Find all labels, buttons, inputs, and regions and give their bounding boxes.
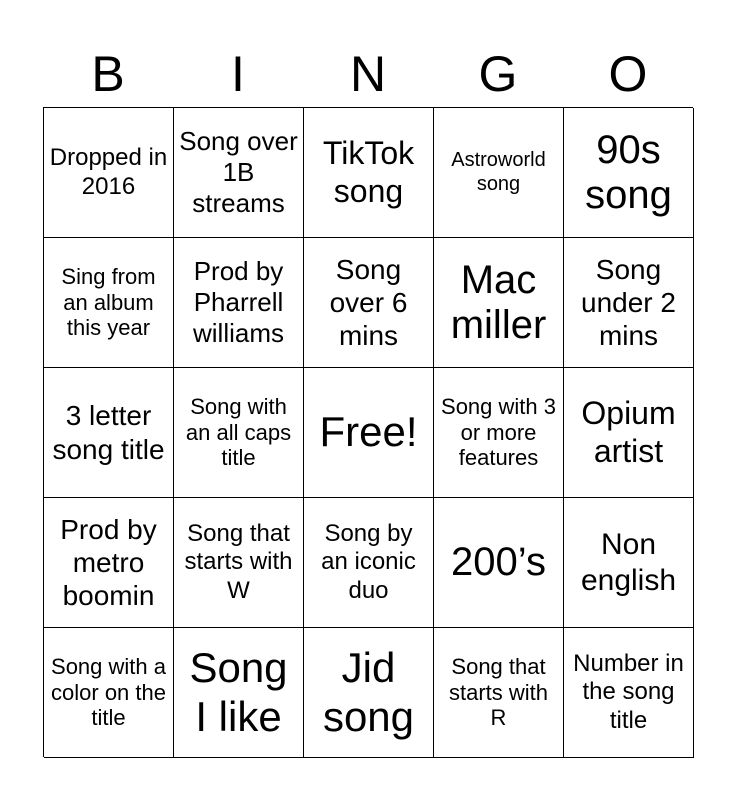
bingo-cell-r2c4[interactable] — [434, 238, 564, 368]
bingo-cell-r1c5[interactable] — [564, 108, 694, 238]
bingo-cell-r1c2[interactable] — [174, 108, 304, 238]
cell-text: Song that starts with W — [184, 520, 293, 604]
bingo-header — [43, 40, 693, 108]
cell-text: Song by an iconic duo — [321, 520, 416, 604]
cell-text: TikTok song — [322, 134, 415, 209]
bingo-cell-r4c5[interactable] — [564, 498, 694, 628]
bingo-cell-r4c2[interactable] — [174, 498, 304, 628]
cell-text: 200’s — [451, 540, 546, 585]
bingo-cell-r5c4[interactable] — [434, 628, 564, 758]
bingo-board — [43, 107, 693, 757]
cell-text: Song over 1B streams — [179, 126, 298, 218]
cell-text: Song with an all caps title — [185, 393, 292, 471]
cell-text: Song I like — [189, 644, 288, 740]
cell-text: Mac miller — [450, 257, 547, 347]
cell-text: Song over 6 mins — [329, 253, 408, 352]
bingo-cell-r3c2[interactable] — [174, 368, 304, 498]
header-letter-i: I — [231, 46, 245, 102]
bingo-cell-r3c3[interactable] — [304, 368, 434, 498]
cell-text: Song with a color on the title — [51, 653, 166, 731]
bingo-cell-r2c5[interactable] — [564, 238, 694, 368]
bingo-cell-r3c1[interactable] — [44, 368, 174, 498]
bingo-cell-r1c3[interactable] — [304, 108, 434, 238]
cell-text: 3 letter song title — [52, 400, 165, 465]
header-letter-g: G — [478, 46, 518, 102]
bingo-cell-r4c1[interactable] — [44, 498, 174, 628]
bingo-cell-r5c5[interactable] — [564, 628, 694, 758]
cell-text: Free! — [319, 408, 418, 456]
cell-text: Number in the song title — [573, 650, 684, 734]
cell-text: 90s song — [585, 127, 672, 217]
cell-text: Jid song — [322, 644, 415, 740]
bingo-cell-r3c4[interactable] — [434, 368, 564, 498]
bingo-cell-r5c2[interactable] — [174, 628, 304, 758]
cell-text: Dropped in 2016 — [49, 144, 168, 200]
cell-text: Sing from an album this year — [61, 263, 156, 341]
cell-text: Prod by Pharrell williams — [193, 256, 284, 348]
bingo-cell-r1c4[interactable] — [434, 108, 564, 238]
bingo-cell-r4c3[interactable] — [304, 498, 434, 628]
bingo-cell-r3c5[interactable] — [564, 368, 694, 498]
cell-text: Opium artist — [581, 394, 676, 469]
cell-text: Song with 3 or more features — [441, 393, 556, 471]
bingo-cell-r2c2[interactable] — [174, 238, 304, 368]
header-letter-n: N — [349, 46, 387, 102]
bingo-cell-r4c4[interactable] — [434, 498, 564, 628]
bingo-cell-r1c1[interactable] — [44, 108, 174, 238]
cell-text: Song under 2 mins — [581, 253, 676, 352]
cell-text: Non english — [580, 528, 677, 597]
bingo-cell-r5c3[interactable] — [304, 628, 434, 758]
bingo-cell-r5c1[interactable] — [44, 628, 174, 758]
cell-text: Prod by metro boomin — [60, 513, 157, 612]
cell-text: Song that starts with R — [448, 653, 549, 731]
bingo-cell-r2c3[interactable] — [304, 238, 434, 368]
bingo-cell-r2c1[interactable] — [44, 238, 174, 368]
header-letter-b: B — [91, 46, 125, 102]
cell-text: Astroworld song — [451, 148, 546, 195]
header-letter-o: O — [608, 46, 648, 102]
